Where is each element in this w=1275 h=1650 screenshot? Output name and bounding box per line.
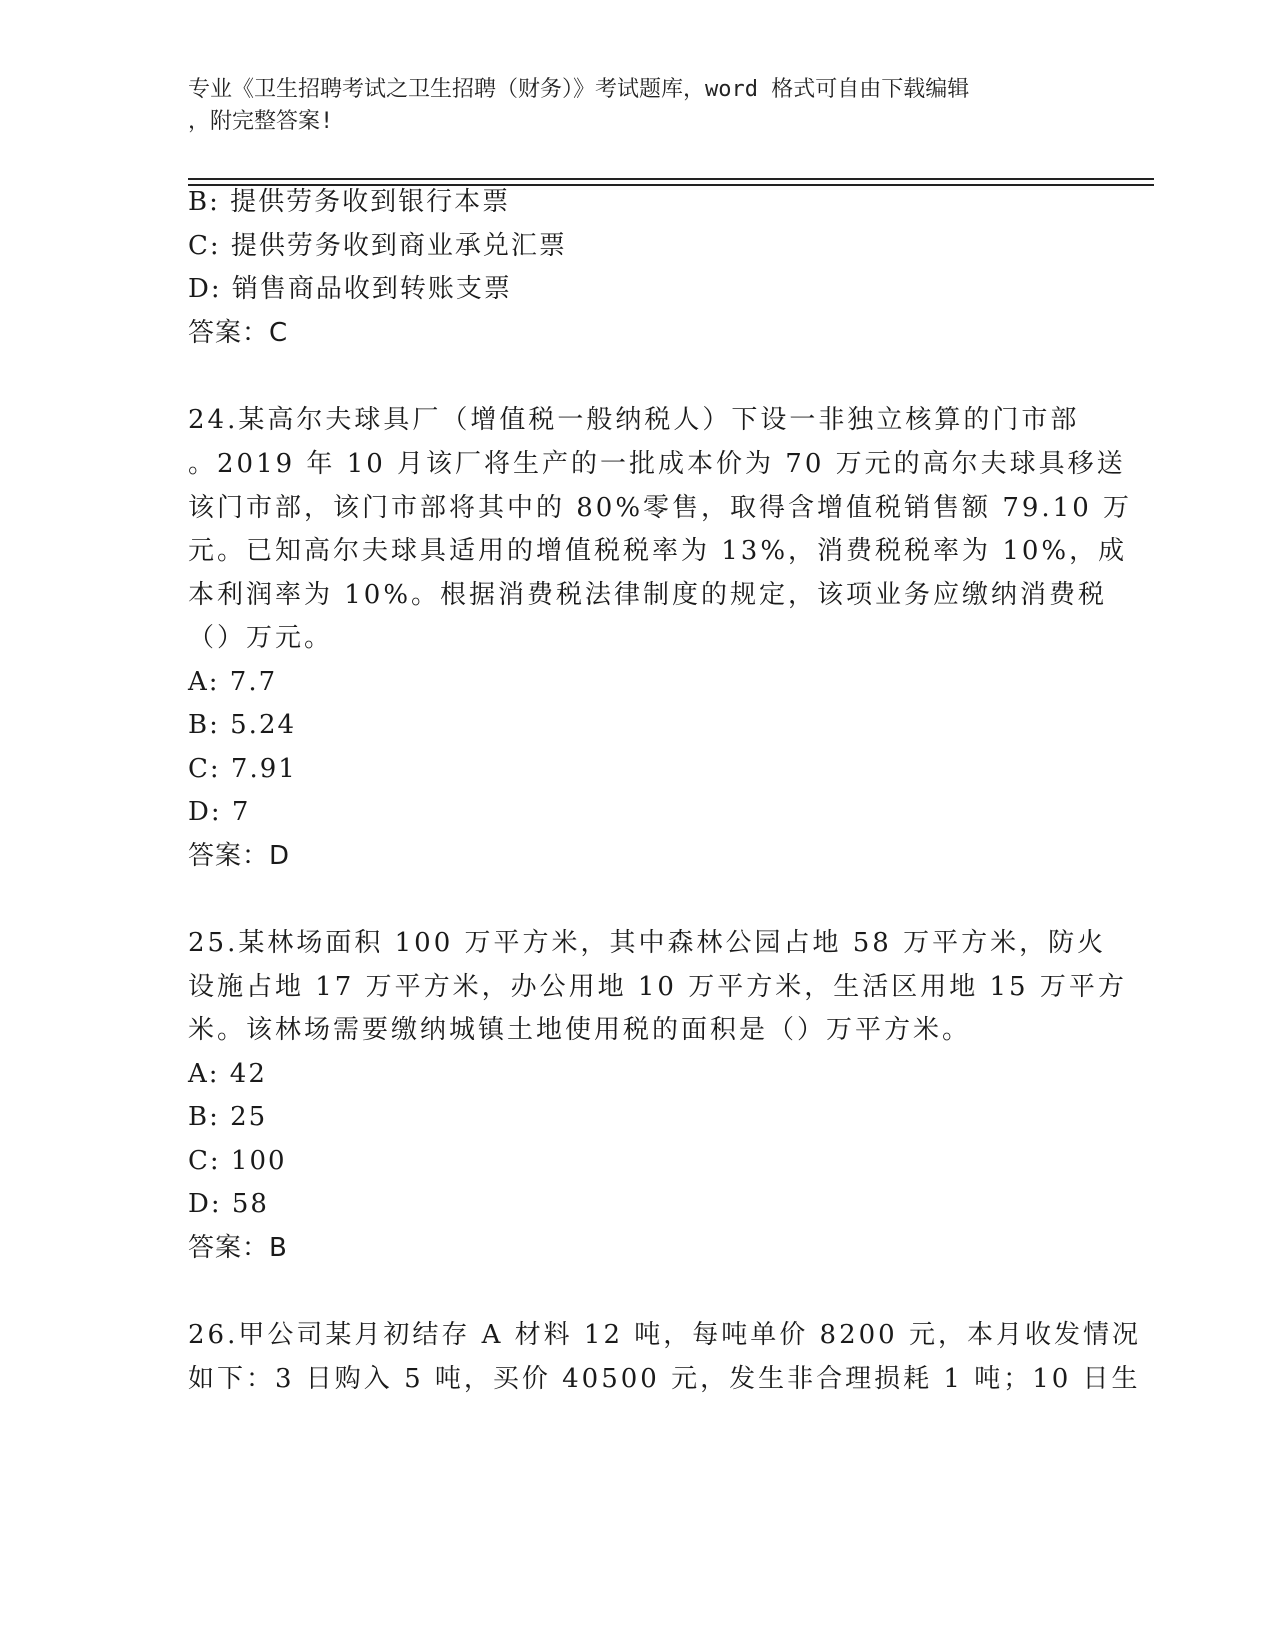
q26-text-line: 如下：3 日购入 5 吨，买价 40500 元，发生非合理损耗 1 吨；10 日生 bbox=[188, 1364, 1141, 1394]
q25-option-c: C: 100 bbox=[188, 1146, 287, 1176]
q25-text-line: 设施占地 17 万平方米，办公用地 10 万平方米，生活区用地 15 万平方 bbox=[188, 972, 1127, 1002]
q24-text-line: 24.某高尔夫球具厂（增值税一般纳税人）下设一非独立核算的门市部 bbox=[188, 405, 1080, 435]
header-divider-top bbox=[188, 178, 1154, 180]
q24-text-line: 元。已知高尔夫球具适用的增值税税率为 13%，消费税税率为 10%，成 bbox=[188, 536, 1128, 566]
q25-option-b: B: 25 bbox=[188, 1102, 268, 1132]
q25-option-a: A: 42 bbox=[188, 1059, 267, 1089]
q23-option-d: D: 销售商品收到转账支票 bbox=[188, 274, 512, 304]
q23-answer: 答案：C bbox=[188, 318, 289, 348]
q25-answer: 答案：B bbox=[188, 1233, 288, 1263]
q24-option-a: A: 7.7 bbox=[188, 667, 278, 697]
q24-option-b: B: 5.24 bbox=[188, 710, 297, 740]
header-line-1: 专业《卫生招聘考试之卫生招聘（财务）》考试题库，word 格式可自由下载编辑 bbox=[188, 77, 970, 102]
q24-text-line: 。2019 年 10 月该厂将生产的一批成本价为 70 万元的高尔夫球具移送 bbox=[188, 449, 1126, 479]
document-header bbox=[188, 74, 1088, 138]
q24-text-line: 本利润率为 10%。根据消费税法律制度的规定，该项业务应缴纳消费税 bbox=[188, 580, 1108, 610]
q24-option-d: D: 7 bbox=[188, 797, 251, 827]
q23-option-c: C: 提供劳务收到商业承兑汇票 bbox=[188, 231, 567, 261]
q23-option-b: B: 提供劳务收到银行本票 bbox=[188, 187, 511, 217]
q25-text-line: 米。该林场需要缴纳城镇土地使用税的面积是（）万平方米。 bbox=[188, 1015, 972, 1045]
header-line-2: ，附完整答案! bbox=[188, 109, 334, 134]
q24-answer: 答案：D bbox=[188, 841, 291, 871]
q25-text-line: 25.某林场面积 100 万平方米，其中森林公园占地 58 万平方米，防火 bbox=[188, 928, 1107, 958]
q26-text-line: 26.甲公司某月初结存 A 材料 12 吨，每吨单价 8200 元，本月收发情况 bbox=[188, 1320, 1141, 1350]
q25-option-d: D: 58 bbox=[188, 1189, 269, 1219]
q24-option-c: C: 7.91 bbox=[188, 754, 297, 784]
q24-text-line: （）万元。 bbox=[188, 623, 334, 653]
q24-text-line: 该门市部，该门市部将其中的 80%零售，取得含增值税销售额 79.10 万 bbox=[188, 493, 1133, 523]
